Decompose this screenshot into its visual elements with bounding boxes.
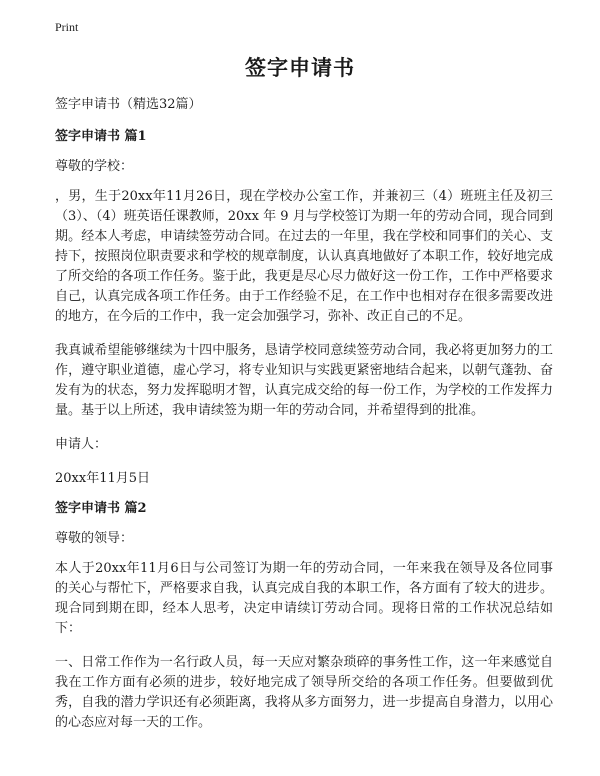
document-body [55,95,553,747]
paragraph: 一、日常工作作为一名行政人员，每一天应对繁杂琐碎的事务性工作，这一年来感觉自我在工作方面有必须的进步，较好地完成了领导所交给的各项工作任务。但要做到优秀，自我的潜力学识还有必须距离，我将从多方面努力，进一步提高自身潜力，以用心的心态应对每一天的工作。 [55,655,553,730]
greeting: 尊敬的领导： [55,531,134,546]
section-1 [55,127,553,489]
paragraph: 我真诚希望能够继续为十四中服务，恳请学校同意续签劳动合同，我必将更加努力的工作，遵守职业道德，虚心学习，将专业知识与实践更紧密地结合起来，以朝气蓬勃、奋发有为的状态，努力发挥聪明才智，认真完成交给的每一份工作，为学校的工作发挥力量。基于以上所述，我申请续签为期一年的劳动合同，并希望得到的批准。 [55,343,553,418]
document-subtitle: 签字申请书（精选32篇） [55,97,202,112]
section-2 [55,499,553,733]
section-heading: 签字申请书 篇2 [55,501,147,516]
paragraph: 本人于20xx年11月6日与公司签订为期一年的劳动合同，一年来我在领导及各位同事的关心与帮忙下，严格要求自我，认真完成自我的本职工作，各方面有了较大的进步。现合同到期在即，经本人思考，决定申请续订劳动合同。现将日常的工作状况总结如下： [55,561,553,636]
greeting: 尊敬的学校： [55,159,134,174]
paragraph: ，男，生于20xx年11月26日，现在学校办公室工作，并兼初三（4）班班主任及初三（3）、（4）班英语任课教师，20xx 年 9 月与学校签订为期一年的劳动合同，现合同到期。经本人考虑，申请续签劳动合同。在过去的一年里，我在学校和同事们的关心、支持下，按照岗位职责要求和学校的规章制度，认认真真地做好了本职工作，较好地完成了所交给的各项工作任务。鉴于此，我更是尽心尽力做好这一份工作，工作中严格要求自己，认真完成各项工作任务。由于工作经验不足，在工作中也相对存在很多需要改进的地方，在今后的工作中，我一定会加强学习，弥补、改正自己的不足。 [55,189,553,324]
date-line: 20xx年11月5日 [55,471,151,486]
print-label[interactable]: Print [55,20,79,34]
section-heading: 签字申请书 篇1 [55,129,147,144]
signature-line: 申请人： [55,437,108,452]
document-title: 签字申请书 [245,55,355,80]
